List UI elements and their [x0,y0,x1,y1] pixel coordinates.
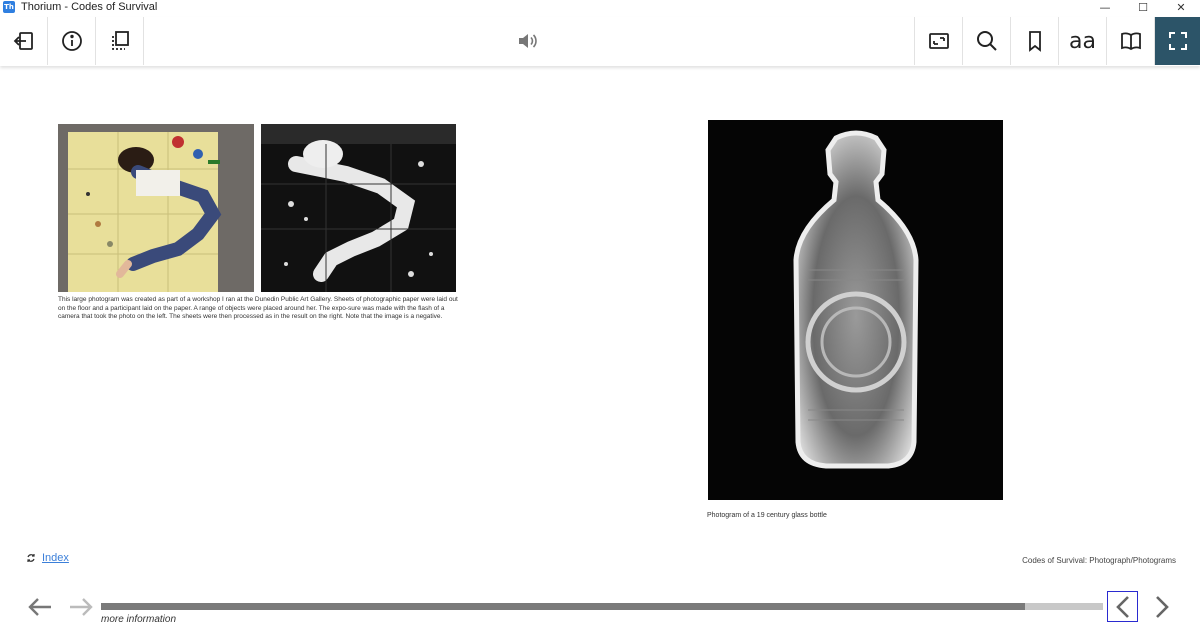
navigation-button[interactable] [96,17,144,65]
app-logo-icon: Th [4,3,14,11]
fullscreen-window-icon [927,29,951,53]
fullscreen-window-button[interactable] [914,17,962,65]
next-page-button[interactable] [1147,592,1177,622]
search-icon [975,29,999,53]
bottle-caption: Photogram of a 19 century glass bottle [707,512,827,519]
workshop-caption: This large photogram was created as part of a workshop I ran at the Dunedin Public Art Gallery. Sheets of photographic paper were laid out on the floor and a participant laid on the paper. A range of objects were placed around her. The expo-sure was made with the flash of a camera that took the photo on the left. The sheets were then processed as in the result on the right. Note that the image is a negative. [58,296,458,321]
history-back-button[interactable] [25,592,55,622]
chevron-right-icon [1154,595,1170,619]
arrow-left-icon [27,596,53,618]
exit-button[interactable] [0,17,48,65]
refresh-icon [26,553,36,563]
minimize-button[interactable]: — [1099,0,1111,14]
reading-progress-fill [101,603,1025,610]
bookmark-button[interactable] [1010,17,1058,65]
history-forward-button[interactable] [66,592,96,622]
exit-icon [12,29,36,53]
bookmark-icon [1023,29,1047,53]
index-link[interactable] [26,552,69,564]
navigation-icon [108,29,132,53]
info-icon [60,29,84,53]
book-icon [1119,29,1143,53]
maximize-button[interactable]: ☐ [1138,0,1148,14]
reading-progress-bar[interactable] [101,603,1103,610]
bottle-photogram [708,120,1003,500]
window-controls [1086,0,1200,14]
book-view-button[interactable] [1106,17,1154,65]
text-settings-button[interactable] [1058,17,1106,65]
fullscreen-icon [1166,29,1190,53]
window-title: Thorium - Codes of Survival [21,1,158,13]
speaker-icon [516,29,540,53]
search-button[interactable] [962,17,1010,65]
arrow-right-icon [68,596,94,618]
index-label[interactable]: Index [42,552,69,564]
book-location: Codes of Survival: Photograph/Photograms [1022,556,1176,565]
text-settings-icon: aa [1069,28,1096,54]
reader-toolbar [0,17,1200,66]
close-button[interactable]: ✕ [1176,0,1186,14]
chevron-left-icon [1115,595,1131,619]
fullscreen-button[interactable] [1154,17,1200,65]
read-aloud-button[interactable] [504,17,552,65]
photogram-negative-photo [261,124,456,292]
more-information-link[interactable]: more information [101,614,177,625]
info-button[interactable] [48,17,96,65]
previous-page-button[interactable] [1107,591,1138,622]
title-bar [0,0,1200,14]
workshop-photo [58,124,254,292]
book-page-spread [0,66,1200,576]
navigation-bar [0,586,1200,630]
